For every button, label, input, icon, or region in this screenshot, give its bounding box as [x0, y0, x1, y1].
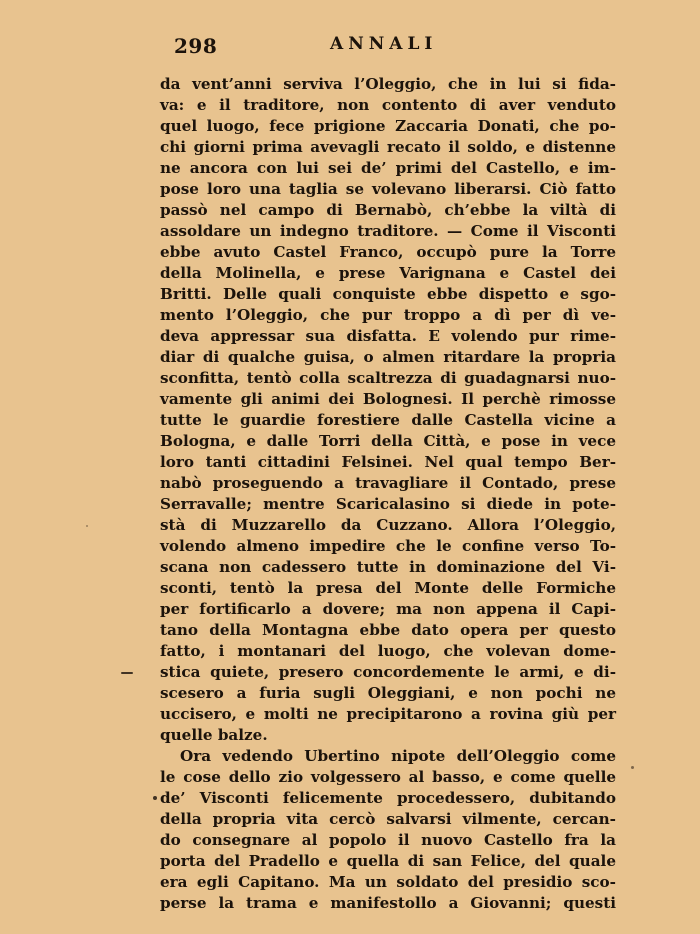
text-line: diar di qualche guisa, o almen ritardare la propria	[160, 348, 616, 366]
ink-mark	[86, 525, 88, 527]
text-line: sconti, tentò la presa del Monte delle Formiche	[160, 579, 616, 597]
page-header	[160, 34, 616, 60]
ink-mark	[121, 672, 133, 674]
text-line: quel luogo, fece prigione Zaccaria Donati, che po-	[160, 117, 616, 135]
text-line: scesero a furia sugli Oleggiani, e non pochi ne	[160, 684, 616, 702]
text-line: ebbe avuto Castel Franco, occupò pure la Torre	[160, 243, 616, 261]
text-line: nabò proseguendo a travagliare il Contado, prese	[160, 474, 616, 492]
ink-mark	[153, 796, 157, 800]
text-line: della Molinella, e prese Varignana e Castel dei	[160, 264, 616, 282]
text-line: stica quiete, presero concordemente le armi, e di-	[160, 663, 616, 681]
text-line: quelle balze.	[160, 726, 268, 744]
text-line: tutte le guardie forestiere dalle Castella vicine a	[160, 411, 616, 429]
text-line: Ora vedendo Ubertino nipote dell’Oleggio come	[180, 747, 616, 765]
text-line: Bologna, e dalle Torri della Città, e pose in vece	[160, 432, 616, 450]
text-line: de’ Visconti felicemente procedessero, dubitando	[160, 789, 616, 807]
text-line: uccisero, e molti ne precipitarono a rovina giù per	[160, 705, 616, 723]
ink-mark	[631, 766, 634, 769]
text-line: fatto, i montanari del luogo, che volevan dome-	[160, 642, 616, 660]
text-line: sconfitta, tentò colla scaltrezza di guadagnarsi nuo-	[160, 369, 616, 387]
text-line: mento l’Oleggio, che pur troppo a dì per dì ve-	[160, 306, 616, 324]
text-line: pose loro una taglia se volevano liberarsi. Ciò fatto	[160, 180, 616, 198]
text-line: per fortificarlo a dovere; ma non appena il Capi-	[160, 600, 616, 618]
text-line: vamente gli animi dei Bolognesi. Il perchè rimosse	[160, 390, 616, 408]
text-line: perse la trama e manifestollo a Giovanni; questi	[160, 894, 616, 912]
text-line: scana non cadessero tutte in dominazione del Vi-	[160, 558, 616, 576]
text-line: tano della Montagna ebbe dato opera per questo	[160, 621, 616, 639]
text-line: era egli Capitano. Ma un soldato del presidio sco-	[160, 873, 616, 891]
text-line: va: e il traditore, non contento di aver venduto	[160, 96, 616, 114]
text-line: passò nel campo di Bernabò, ch’ebbe la viltà di	[160, 201, 616, 219]
text-line: Britti. Delle quali conquiste ebbe dispetto e sgo-	[160, 285, 616, 303]
text-line: assoldare un indegno traditore. — Come il Visconti	[160, 222, 616, 240]
text-line: chi giorni prima avevagli recato il soldo, e distenne	[160, 138, 616, 156]
text-line: della propria vita cercò salvarsi vilmente, cercan-	[160, 810, 616, 828]
text-line: stà di Muzzarello da Cuzzano. Allora l’Oleggio,	[160, 516, 616, 534]
text-line: do consegnare al popolo il nuovo Castello fra la	[160, 831, 616, 849]
text-line: porta del Pradello e quella di san Felice, del quale	[160, 852, 616, 870]
text-line: Serravalle; mentre Scaricalasino si diede in pote-	[160, 495, 616, 513]
text-line: ne ancora con lui sei de’ primi del Castello, e im-	[160, 159, 616, 177]
body-text	[160, 74, 616, 914]
text-line: loro tanti cittadini Felsinei. Nel qual tempo Ber-	[160, 453, 616, 471]
text-line: le cose dello zio volgessero al basso, e come quelle	[160, 768, 616, 786]
running-title: ANNALI	[330, 34, 438, 54]
text-line: volendo almeno impedire che le confine verso To-	[160, 537, 616, 555]
text-line: da vent’anni serviva l’Oleggio, che in lui si fida-	[160, 75, 616, 93]
text-line: deva appressar sua disfatta. E volendo pur rime-	[160, 327, 616, 345]
page-number: 298	[174, 34, 218, 58]
